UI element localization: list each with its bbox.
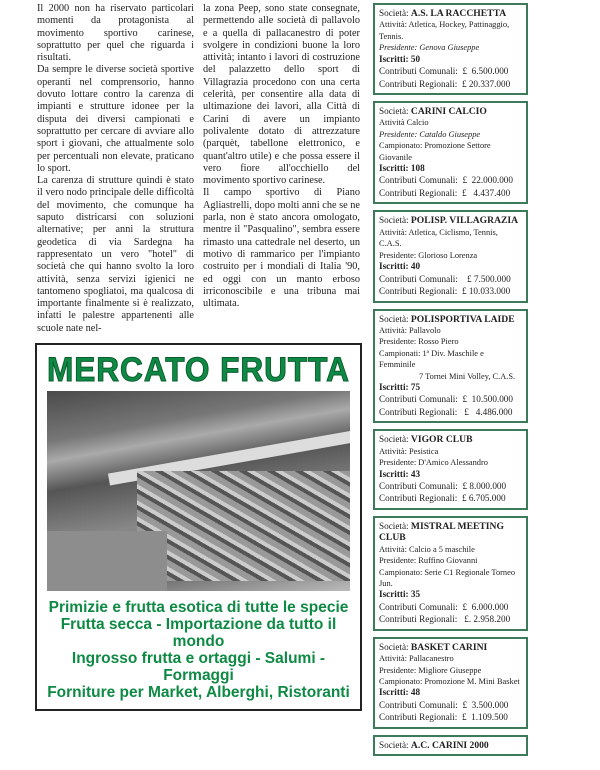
club-title: MISTRAL MEETING CLUB [379, 520, 504, 544]
club-activity: Attività: Pallacanestro [379, 654, 454, 664]
ad-title: MERCATO FRUTTA [47, 351, 350, 390]
club-championship-2: 7 Tornei Mini Volley, C.A.S. [419, 371, 516, 381]
paragraph: Da sempre le diverse società sportive operanti nel comprensorio, hanno dovuto lottare contro la carenza di impianti e strutture idonee per la disputa dei diversi campionati e soprattutto per cercare di avviare allo sport i giovani, che attualmente solo per percentuali non elevate, praticano lo sport. [37, 64, 194, 174]
club-members: Iscritti: 40 [379, 261, 421, 272]
club-activity: Attività: Atletica, Ciclismo, Tennis, C.A.S. [379, 227, 498, 249]
club-name [379, 740, 522, 751]
club-president: Presidente: Genova Giuseppe [379, 43, 480, 53]
label: Società: [379, 215, 409, 226]
advertisement [35, 343, 362, 711]
club-members: Iscritti: 35 [379, 589, 421, 600]
club-title: A.C. CARINI 2000 [410, 739, 489, 751]
club-card [373, 637, 528, 729]
club-title: VIGOR CLUB [410, 434, 473, 446]
paragraph: la zona Peep, sono state consegnate, permettendo alle società di pallavolo e a quella di pallacanestro di poter svolgere in condizioni buone la loro attività; intanto i lavori di costruzione del palazzetto dello sport di Villagrazia procedono con una certa celerità, per consentire alla data di ultimazione dei lavori, alla Città di Carini di avere un impianto polivalente dotato di attrezzature (parquèt, tabellone elettronico, e quant'altro utile) e che possa essere il vero fiore all'occhiello del movimento sportivo carinese. [203, 3, 360, 187]
club-name [379, 314, 522, 325]
article-column-2 [203, 3, 360, 335]
municipal-funding: Contributi Comunali: £ 7.500.000 [379, 273, 511, 284]
municipal-funding: Contributi Comunali: £ 6.500.000 [379, 66, 509, 77]
label: Società: [379, 313, 409, 324]
club-title: CARINI CALCIO [410, 106, 487, 118]
municipal-funding: Contributi Comunali: £ 3.500.000 [379, 699, 509, 710]
club-president: Presidente: Rosso Piero [379, 337, 459, 347]
club-title: POLISP. VILLAGRAZIA [410, 215, 519, 227]
club-card [373, 101, 528, 204]
club-name [379, 8, 522, 19]
municipal-funding: Contributi Comunali: £ 22.000.000 [379, 175, 513, 186]
club-members: Iscritti: 75 [379, 381, 421, 392]
club-members: Iscritti: 50 [379, 53, 421, 64]
label: Società: [379, 434, 409, 445]
club-name [379, 521, 522, 544]
club-card [373, 210, 528, 302]
club-president: Presidente: D'Amico Alessandro [379, 458, 488, 468]
club-members: Iscritti: 108 [379, 163, 425, 174]
regional-funding: Contributi Regionali: £ 20.337.000 [379, 78, 511, 89]
club-name [379, 215, 522, 226]
regional-funding: Contributi Regionali: £ 4.486.000 [379, 406, 513, 417]
label: Società: [379, 520, 409, 531]
ad-line: Frutta secca - Importazione da tutto il mondo [60, 616, 337, 651]
label: Società: [379, 739, 409, 750]
club-activity: Attività Calcio [379, 118, 429, 128]
article [35, 3, 362, 335]
club-championship: Campionato: Promozione M. Mini Basket [379, 677, 520, 687]
club-list [373, 3, 528, 762]
ad-line: Ingrosso frutta e ortaggi - Salumi - Formaggi [71, 650, 326, 685]
municipal-funding: Contributi Comunali: £ 6.000.000 [379, 601, 509, 612]
paragraph: La carenza di strutture quindi è stato il vero nodo principale delle difficoltà del movimento, che comunque ha saputo districarsi con soluzioni alternative; per anni la struttura geodetica di via Sardegna ha rappresentato un vero "hotel" di società che qui hanno svolto la loro attività, senza servizi igienici ne tantomeno spogliatoi, ma qualcosa di importante finalmente si è realizzato, infatti le palestre appartenenti alle scuole nate nel- [37, 175, 194, 334]
club-activity: Attività: Pesistica [379, 446, 439, 456]
article-column-1 [37, 3, 194, 335]
club-card [373, 735, 528, 756]
club-title: A.S. LA RACCHETTA [410, 8, 507, 19]
club-championship: Campionati: 1ª Div. Maschile e Femminile [379, 348, 484, 370]
club-president: Presidente: Migliore Giuseppe [379, 665, 482, 675]
regional-funding: Contributi Regionali: £. 2.958.200 [379, 614, 511, 625]
club-card [373, 516, 528, 631]
paragraph: Il 2000 non ha riservato particolari momenti da protagonista al movimento sportivo carinese, soprattutto per quel che riguarda i risultati. [37, 3, 194, 64]
regional-funding: Contributi Regionali: £ 1.109.500 [379, 712, 508, 723]
club-president: Presidente: Glorioso Lorenza [379, 250, 478, 260]
club-card [373, 309, 528, 424]
ad-text [47, 599, 350, 701]
label: Società: [379, 8, 409, 18]
club-members: Iscritti: 48 [379, 687, 421, 698]
label: Società: [379, 641, 409, 652]
club-name [379, 434, 522, 445]
club-name [379, 642, 522, 653]
club-name [379, 106, 522, 117]
club-activity: Attività: Pallavolo [379, 325, 441, 335]
club-card [373, 3, 528, 95]
paragraph: Il campo sportivo di Piano Agliastrelli, dopo molti anni che se ne parla, non è stato ancora omologato, mentre il "Pasqualino", sembra essere rimasto una cattedrale nel deserto, un motivo di rammarico per l'impianto costruito per i mondiali di Italia '90, ed oggi con un manto erboso irriconoscibile e una tribuna mai ultimata. [203, 187, 360, 310]
club-president: Presidente: Ruffino Giovanni [379, 556, 478, 566]
club-title: BASKET CARINI [410, 641, 488, 653]
club-activity: Attività: Calcio a 5 maschile [379, 544, 475, 554]
ad-line: Forniture per Market, Alberghi, Ristoranti [47, 684, 350, 702]
left-area [35, 3, 362, 711]
market-photo [47, 391, 350, 591]
club-championship: Campionato: Serie C1 Regionale Torneo Jun. [379, 567, 516, 588]
label: Società: [379, 106, 409, 117]
municipal-funding: Contributi Comunali: £ 10.500.000 [379, 394, 513, 405]
regional-funding: Contributi Regionali: £ 6.705.000 [379, 493, 506, 504]
club-card [373, 429, 528, 510]
regional-funding: Contributi Regionali: £ 4.437.400 [379, 187, 511, 198]
club-championship: Campionato: Promozione Settore Giovanile [379, 141, 491, 162]
club-president: Presidente: Cataldo Giuseppe [379, 129, 481, 139]
ad-line: Primizie e frutta esotica di tutte le specie [48, 599, 349, 617]
regional-funding: Contributi Regionali: £ 10.033.000 [379, 286, 511, 296]
club-title: POLISPORTIVA LAIDE [410, 313, 515, 325]
club-activity: Attività: Atletica, Hockey, Pattinaggio, Tennis. [379, 20, 510, 41]
municipal-funding: Contributi Comunali: £ 8.000.000 [379, 480, 507, 491]
club-members: Iscritti: 43 [379, 468, 421, 479]
